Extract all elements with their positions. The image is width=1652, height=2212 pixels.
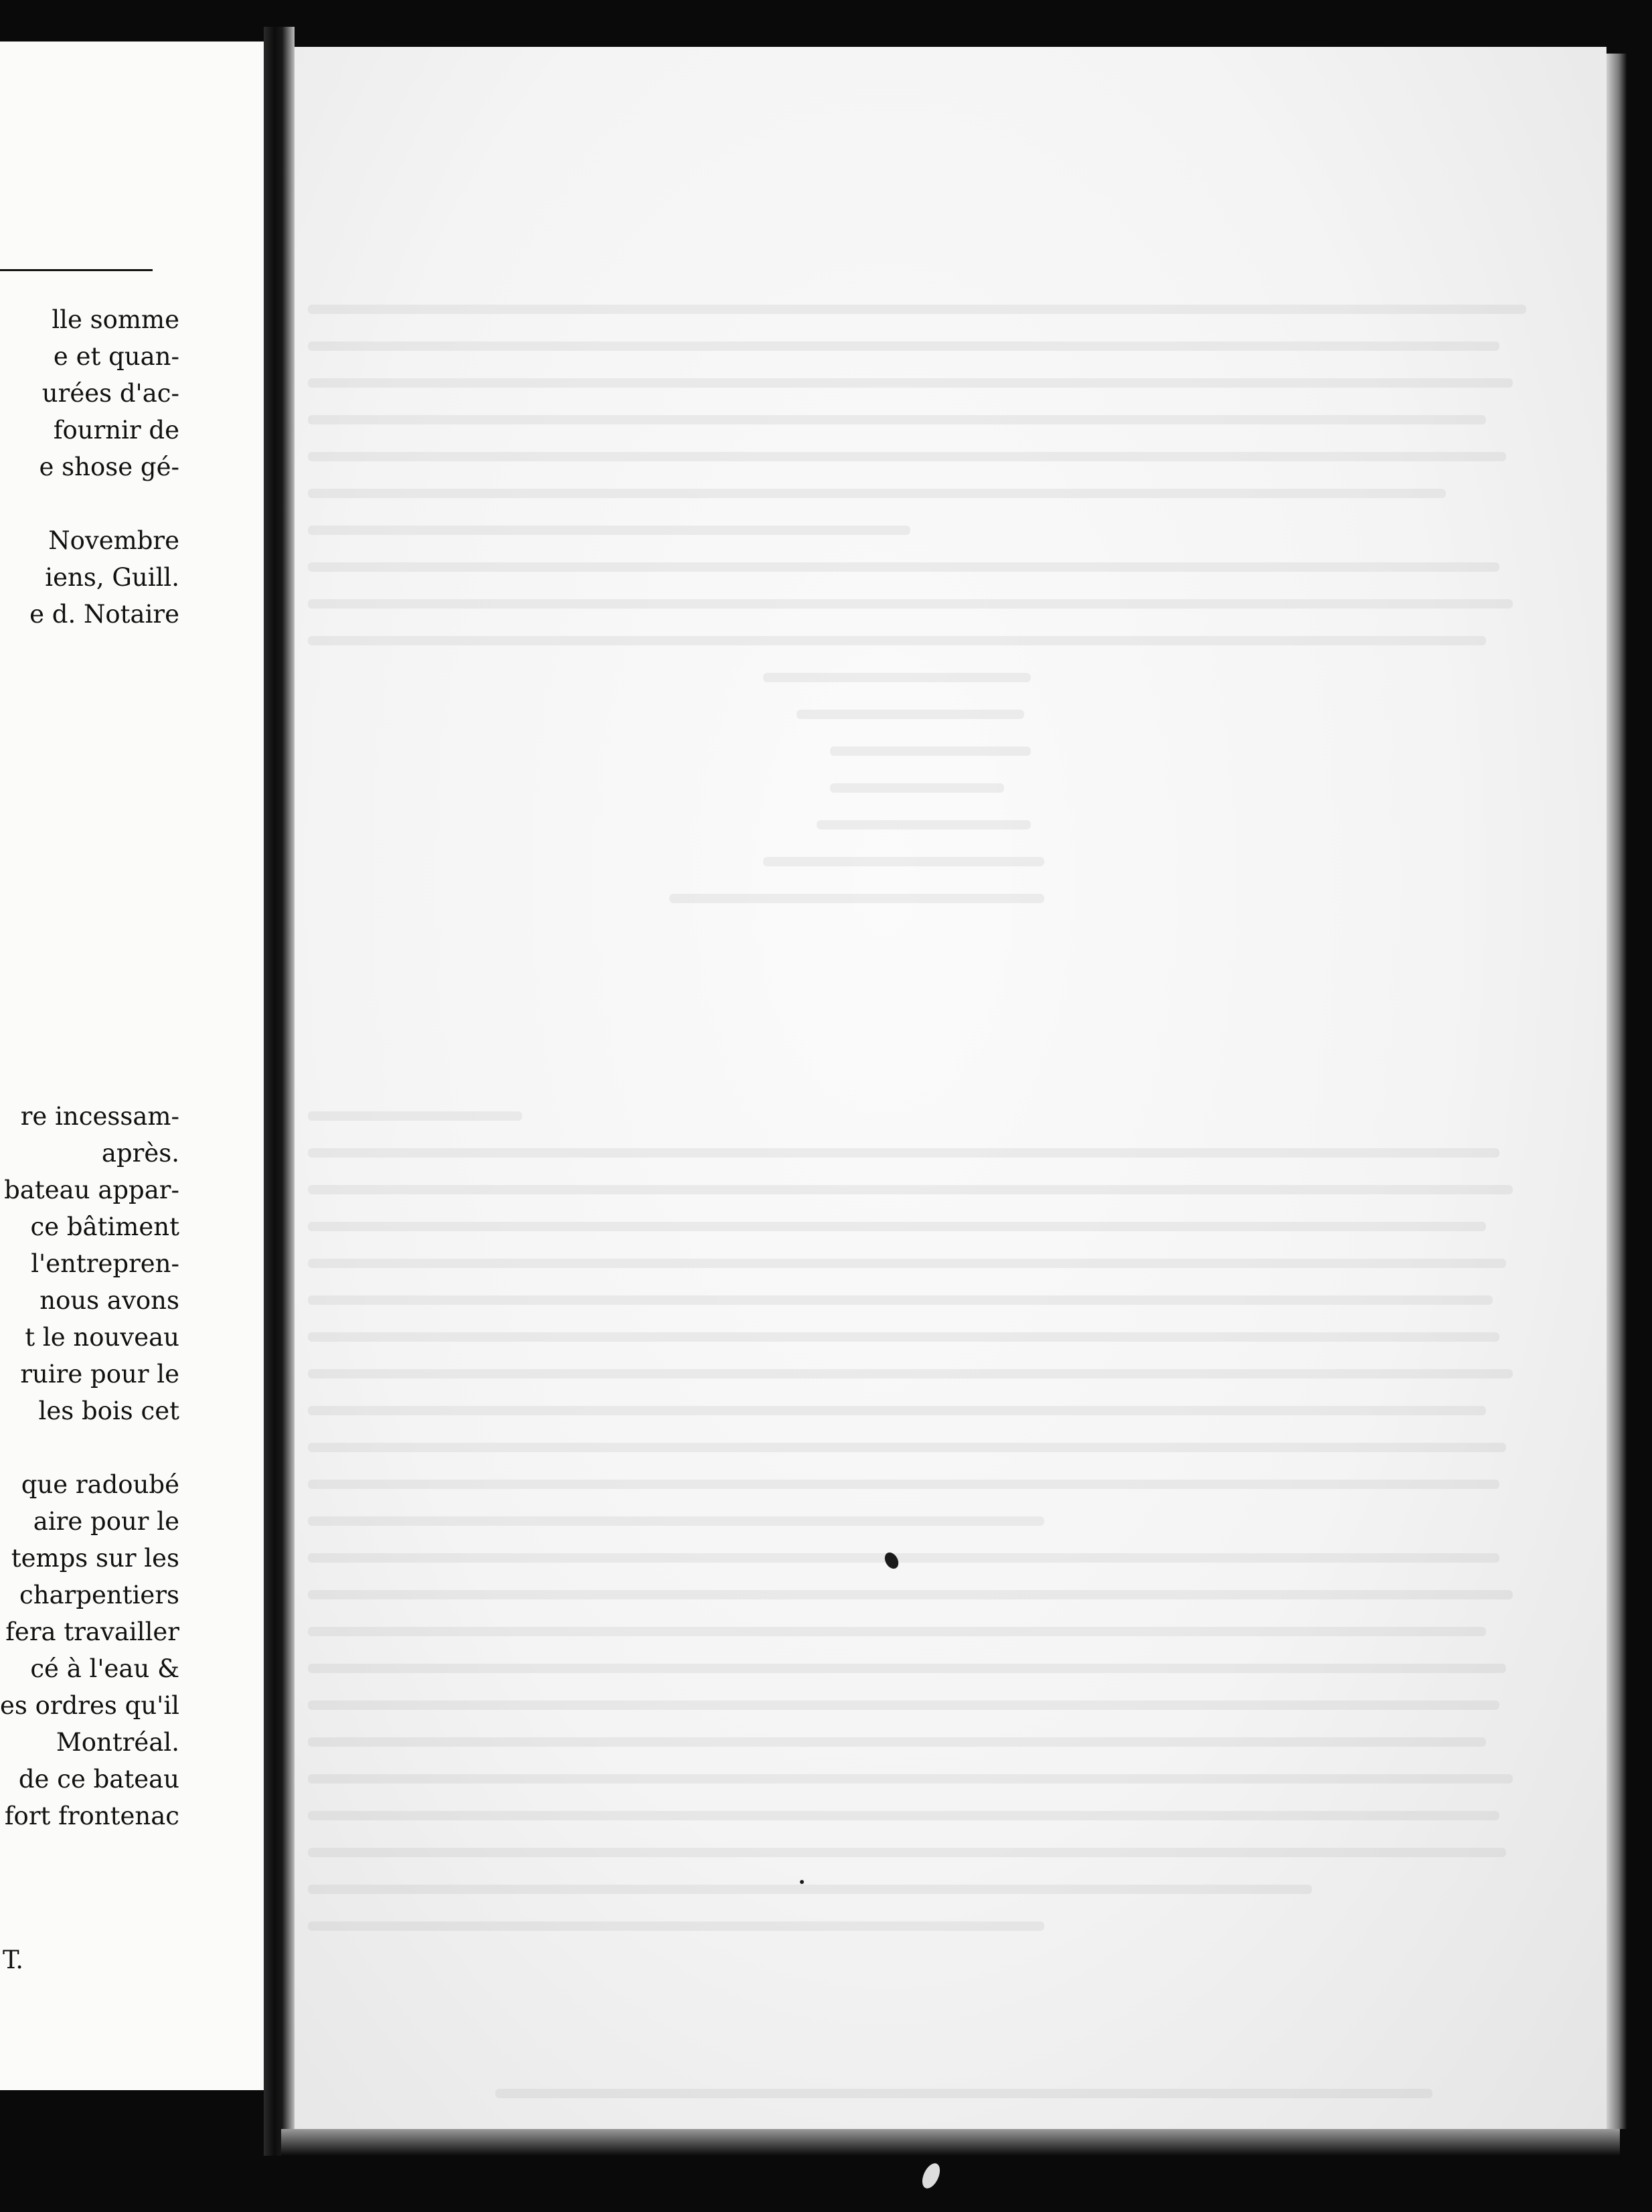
text-line: re incessam- — [20, 1102, 179, 1131]
text-line: e et quan- — [53, 342, 179, 371]
text-line: que radoubé — [21, 1470, 179, 1499]
text-line: nous avons — [39, 1286, 179, 1315]
signature-text: T. — [2, 1946, 23, 1974]
text-line: de ce bateau — [18, 1765, 179, 1794]
left-page — [0, 42, 268, 2090]
text-line: charpentiers — [19, 1581, 179, 1609]
text-line: fera travailler — [5, 1617, 179, 1646]
text-line: ce bâtiment — [30, 1212, 179, 1241]
text-line: temps sur les — [11, 1544, 179, 1573]
text-line: fournir de — [53, 416, 179, 445]
ink-speck — [800, 1880, 804, 1884]
text-line: t le nouveau — [25, 1323, 179, 1352]
text-line: e d. Notaire — [29, 600, 179, 629]
page-edge-shadow — [1606, 54, 1627, 2129]
text-line: iens, Guill. — [45, 563, 179, 592]
text-line: lle somme — [52, 305, 179, 334]
ink-speck — [919, 2160, 944, 2191]
text-line: fort frontenac — [4, 1802, 179, 1830]
right-page-bleedthrough — [295, 47, 1606, 2136]
book-gutter — [264, 27, 295, 2156]
text-line: urées d'ac- — [42, 379, 179, 408]
text-line: ruire pour le — [20, 1360, 179, 1389]
text-line: l'entrepren- — [31, 1249, 179, 1278]
text-line: e shose gé- — [39, 453, 179, 481]
text-line: es ordres qu'il — [0, 1691, 179, 1720]
text-line: aire pour le — [33, 1507, 179, 1536]
text-line: cé à l'eau & — [30, 1654, 179, 1683]
section-rule — [0, 269, 153, 271]
text-line: après. — [101, 1139, 179, 1168]
page-bottom-shadow — [281, 2129, 1620, 2156]
text-line: Novembre — [48, 526, 179, 555]
text-line: les bois cet — [38, 1397, 179, 1425]
text-line: Montréal. — [56, 1728, 179, 1757]
text-line: bateau appar- — [4, 1176, 179, 1204]
